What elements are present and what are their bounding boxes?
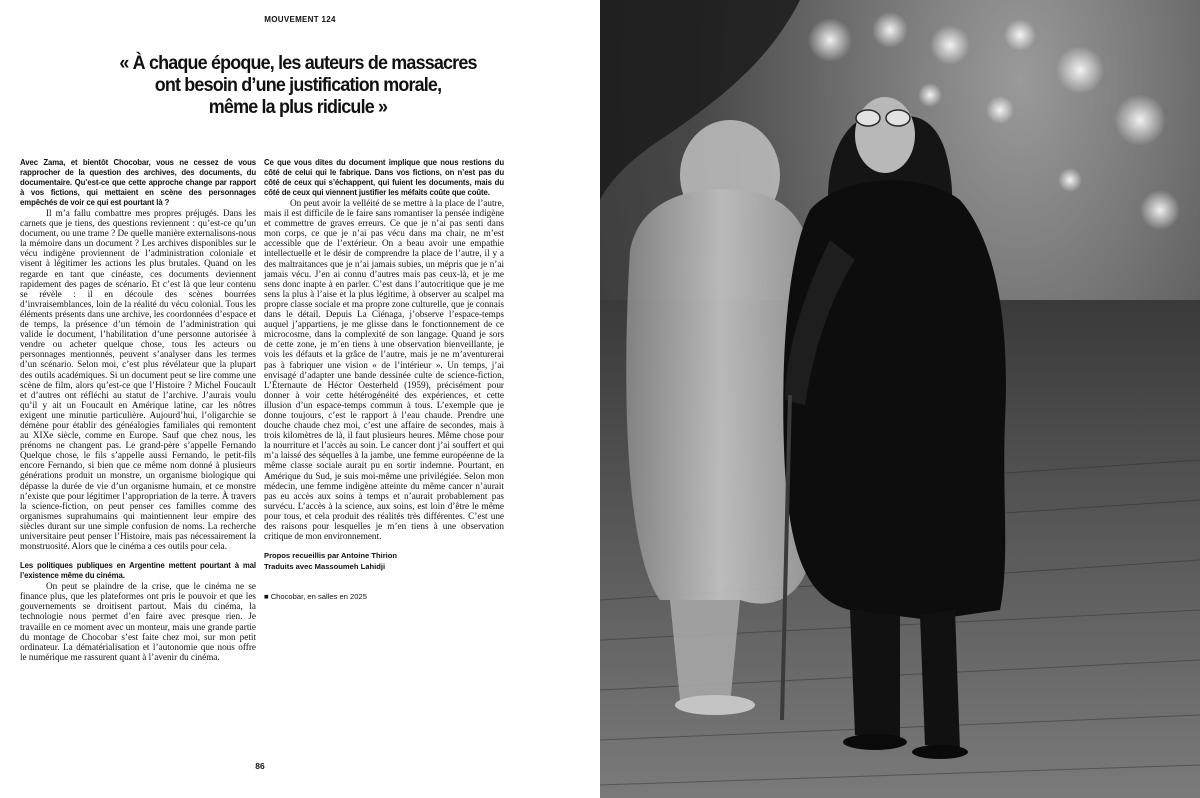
portrait-photo: [600, 0, 1200, 798]
question-1: Avec Zama, et bientôt Chocobar, vous ne cessez de vous rapprocher de la question des archives, des documents, du documentaire. Qu’est-ce que cette approche change par rapport à vos fictions, qui mettaient en scène des personnages empêchés de voir ce qui est pourtant là ?: [20, 158, 256, 207]
release-note: ■ Chocobar, en salles en 2025: [264, 592, 367, 602]
running-title: MOUVEMENT 124: [264, 15, 336, 24]
left-column: [20, 158, 256, 662]
question-3: Ce que vous dites du document implique que nous restions du côté de celui qui le fabrique. Dans vos fictions, on n’est pas du côté de ceux qui s’échappent, qui fuient les documents, mais du côté de ceux qui viennent justifier les méfaits coûte que coûte.: [264, 158, 504, 197]
headline-line-2: ont besoin d’une justification morale,: [154, 74, 442, 96]
headline-line-3: même la plus ridicule »: [208, 96, 388, 118]
right-column: [264, 158, 504, 602]
photo-illustration: [600, 0, 1200, 798]
answer-3: On peut avoir la velléité de se mettre à la place de l’autre, mais il est difficile de le faire sans romantiser la pensée indigène et commettre de graves erreurs. Ce que je n’ai pas senti dans mon corps, ce que je n’ai pas vécu dans ma chair, ne m’est accessible que de l’extérieur. On a beau avoir une empathie intellectuelle et le désir de comprendre la place de l’autre, il y a des maltraitances que je n’ai jamais subies, un mépris que je n’ai jamais vécu. J’en ai connu d’autres mais pas ceux-là, et je me sens donc inapte à en parler. C’est dans l’autocritique que je me sens la plus à l’aise et la plus légitime, à observer au scalpel ma propre classe sociale et ma propre zone culturelle, que je connais dans le détail. Depuis La Ciénaga, j’observe l’espace-temps auquel j’appartiens, je me glisse dans le fonctionnement de ce microcosme, dans la complexité de son langage. Quand je sors de cette zone, je m’en tiens à une observation bienveillante, je vois les défauts et la grâce de l’autre, mais je ne m’aventurerai pas à fabriquer une vision « de l’intérieur ». Un temps, j’ai envisagé d’adapter une bande dessinée culte de science-fiction, L’Éternaute de Héctor Oesterheld (1959), précisément pour donner à voir cette hétérogénéité des expériences, et cette illusion d’un espace-temps commun à tous. L’exemple que je donne toujours, c’est le rapport à l’eau chaude. Prendre une douche chaude chez moi, c’est une affaire de secondes, mais à trois kilomètres de là, il faut plusieurs heures. Même chose pour la nourriture et l’accès au soin. Le cancer dont j’ai souffert et qui m’a laissé des séquelles à la jambe, une femme européenne de la même classe sociale aurait pu en sortir indemne. Pourtant, en Amérique du Sud, je suis moi-même une privilégiée. Selon mon médecin, une femme indigène atteinte du même cancer n’aurait pas eu accès aux soins à temps et n’aurait probablement pas survécu. L’accès à la science, aux soins, est loin d’être le même pour tous, et cela produit des réalités très différentes. C’est une des raisons pour lesquelles je m’en tiens à une observation critique de mon environnement.: [264, 198, 504, 542]
page-number: 86: [255, 761, 265, 771]
interview-credit: Propos recueillis par Antoine Thirion: [264, 551, 398, 561]
translation-credit: Traduits avec Massoumeh Lahidji: [264, 561, 386, 571]
headline-line-1: « À chaque époque, les auteurs de massacres: [119, 52, 477, 74]
question-2: Les politiques publiques en Argentine mettent pourtant à mal l’existence même du cinéma.: [20, 561, 256, 581]
answer-1: Il m’a fallu combattre mes propres préjugés. Dans les carnets que je tiens, des questions reviennent : qu’est-ce qu’un document, ou une trame ? De quelle manière externalisons-nous la mémoire dans un document ? Les archives disponibles sur le vécu indigène proviennent de l’administration coloniale et visent à légitimer les actions les plus brutales. Quand on les regarde en tant que cinéaste, ces documents deviennent rapidement des pages de scénario. Et c’est là que leur contenu se révèle : il en découle des scènes bourrées d’invraisemblances, loin de la réalité du vécu colonial. Tous les éléments présents dans une archive, les coordonnées d’espace et de temps, la présence d’un témoin de l’administration qui valide le document, l’habilitation d’une personne autorisée à vendre ou acheter quelque chose, tous les acteurs ou personnages mentionnés, peuvent s’analyser dans les termes d’un scénario. Selon moi, c’est plus révélateur que la plupart des outils académiques. Si un document peut se lire comme une scène de film, alors qu’est-ce que l’Histoire ? Michel Foucault et d’autres ont réfléchi au statut de l’archive. J’aurais voulu qu’il y ait un Foucault en Amérique latine, car les nôtres exigent une minutie particulière. Aujourd’hui, l’oligarchie se démène pour établir des généalogies familiales qui remontent au XIXe siècle, comme en Europe. Sauf que chez nous, les prénoms ne changent pas. Le grand-père s’appelle Fernando Quelque chose, le fils s’appelle aussi Fernando, le petit-fils encore Fernando, si bien que ce même nom donné à plusieurs générations produit un monstre, un organisme biologique qui dépasse la durée de vie d’un organisme humain, et ce monstre n’existe que pour légitimer l’appropriation de la terre. À travers la science-fiction, on peut penser ces familles comme des organismes suprahumains qui maintiennent leur empire des siècles durant sur une simple confusion de noms. La recherche universitaire peut penser l’Histoire, mais pas nécessairement la monstruosité. Alors que le cinéma a ces outils pour cela.: [20, 208, 256, 552]
headline-quote: [42, 52, 554, 118]
answer-2: On peut se plaindre de la crise, que le cinéma ne se finance plus, que les plateformes ont pris le pouvoir et que les gouvernements se droitisent partout. Mais du cinéma, la technologie nous permet d’en faire avec presque rien. Je travaille en ce moment avec un monteur, mais une grande partie du montage de Chocobar s’est faite chez moi, sur mon petit ordinateur. La dématérialisation et l’autonomie que nous offre le numérique me rassurent quant à l’avenir du cinéma.: [20, 581, 256, 662]
